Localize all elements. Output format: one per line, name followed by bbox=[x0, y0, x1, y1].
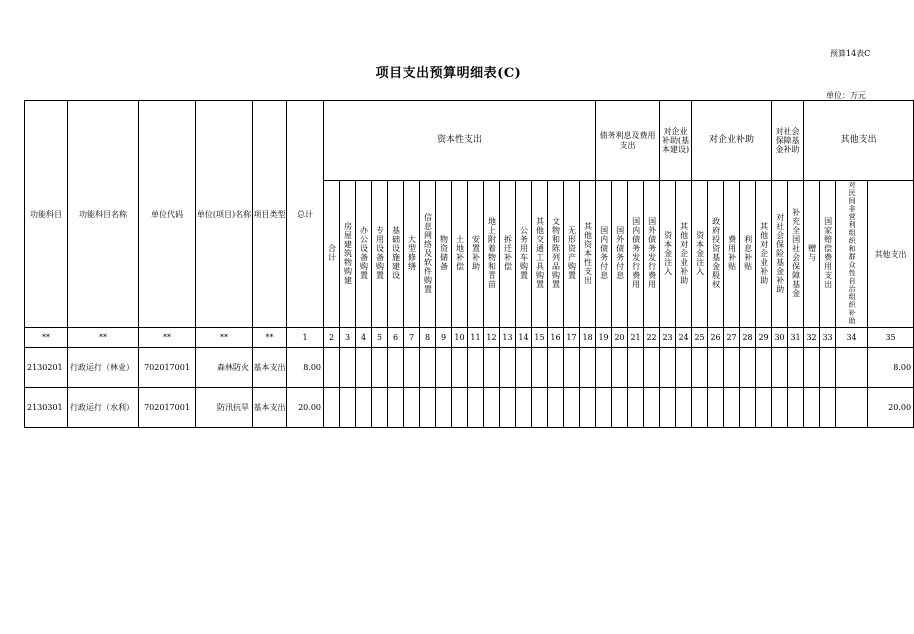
col-capital-total: 合计 bbox=[324, 181, 340, 328]
idx-cell: 17 bbox=[564, 328, 580, 348]
group-debt: 债务利息及费用支出 bbox=[596, 101, 660, 181]
row-project-name: 防汛抗旱 bbox=[196, 388, 253, 428]
group-capital: 资本性支出 bbox=[324, 101, 596, 181]
col-attachments: 地上附着物和青苗 bbox=[484, 181, 500, 328]
idx-cell: 1 bbox=[287, 328, 324, 348]
idx-cell: 5 bbox=[372, 328, 388, 348]
col-material-reserve: 物资储备 bbox=[436, 181, 452, 328]
hdr-project-type: 项目类型 bbox=[253, 101, 287, 328]
idx-cell: 33 bbox=[820, 328, 836, 348]
idx-cell: 35 bbox=[868, 328, 914, 348]
row-func-name: 行政运行（水利） bbox=[68, 388, 139, 428]
col-infrastructure: 基础设施建设 bbox=[388, 181, 404, 328]
form-number: 预算14表C bbox=[830, 49, 871, 58]
row-func-code: 2130301 bbox=[25, 388, 68, 428]
col-building: 房屋建筑物购建 bbox=[340, 181, 356, 328]
idx-cell: 28 bbox=[740, 328, 756, 348]
idx-cell: 2 bbox=[324, 328, 340, 348]
row-project-type: 基本支出 bbox=[253, 348, 287, 388]
budget-table bbox=[24, 100, 914, 428]
idx-cell: ** bbox=[68, 328, 139, 348]
group-enterprise: 对企业补助 bbox=[692, 101, 772, 181]
group-enterprise-basic: 对企业补助(基本建设) bbox=[660, 101, 692, 181]
row-project-name: 森林防火 bbox=[196, 348, 253, 388]
idx-cell: 26 bbox=[708, 328, 724, 348]
col-other-enterprise: 其他对企业补助 bbox=[756, 181, 772, 328]
idx-cell: ** bbox=[253, 328, 287, 348]
idx-cell: 20 bbox=[612, 328, 628, 348]
col-national-social-fund: 补充全国社会保障基金 bbox=[788, 181, 804, 328]
col-gov-fund-equity: 政府投资基金股权 bbox=[708, 181, 724, 328]
idx-cell: 22 bbox=[644, 328, 660, 348]
col-basic-other-subsidy: 其他对企业补助 bbox=[676, 181, 692, 328]
idx-cell: 18 bbox=[580, 328, 596, 348]
idx-cell: 7 bbox=[404, 328, 420, 348]
idx-cell: ** bbox=[25, 328, 68, 348]
idx-cell: 31 bbox=[788, 328, 804, 348]
col-it-software: 信息网络及软件购置 bbox=[420, 181, 436, 328]
col-demolition: 拆迁补偿 bbox=[500, 181, 516, 328]
col-foreign-fee: 国外债务发行费用 bbox=[644, 181, 660, 328]
row-func-code: 2130201 bbox=[25, 348, 68, 388]
idx-cell: 11 bbox=[468, 328, 484, 348]
idx-cell: 15 bbox=[532, 328, 548, 348]
row-other-exp: 20.00 bbox=[868, 388, 914, 428]
idx-cell: 10 bbox=[452, 328, 468, 348]
col-land-comp: 土地补偿 bbox=[452, 181, 468, 328]
col-foreign-interest: 国外债务付息 bbox=[612, 181, 628, 328]
col-office-equip: 办公设备购置 bbox=[356, 181, 372, 328]
row-other-exp: 8.00 bbox=[868, 348, 914, 388]
idx-cell: 13 bbox=[500, 328, 516, 348]
idx-cell: 34 bbox=[836, 328, 868, 348]
idx-cell: 14 bbox=[516, 328, 532, 348]
col-other-exp: 其他支出 bbox=[868, 181, 914, 328]
idx-cell: ** bbox=[196, 328, 253, 348]
col-official-car: 公务用车购置 bbox=[516, 181, 532, 328]
row-func-name: 行政运行（林业） bbox=[68, 348, 139, 388]
col-social-insurance: 对社会保险基金补助 bbox=[772, 181, 788, 328]
col-relics: 文物和陈列品购置 bbox=[548, 181, 564, 328]
idx-cell: 24 bbox=[676, 328, 692, 348]
col-repair: 大型修缮 bbox=[404, 181, 420, 328]
idx-cell: 6 bbox=[388, 328, 404, 348]
idx-cell: 27 bbox=[724, 328, 740, 348]
col-interest-subsidy: 利息补贴 bbox=[740, 181, 756, 328]
col-basic-capital-injection: 资本金注入 bbox=[660, 181, 676, 328]
col-nonprofit-subsidy: 对民间非营利组织和群众性自治组织补助 bbox=[836, 181, 868, 328]
row-total: 8.00 bbox=[287, 348, 324, 388]
idx-cell: 12 bbox=[484, 328, 500, 348]
hdr-func-code: 功能科目 bbox=[25, 101, 68, 328]
idx-cell: 32 bbox=[804, 328, 820, 348]
col-resettle: 安置补助 bbox=[468, 181, 484, 328]
table-row bbox=[25, 348, 914, 388]
page-title: 项目支出预算明细表(C) bbox=[375, 66, 522, 81]
idx-cell: 23 bbox=[660, 328, 676, 348]
col-domestic-interest: 国内债务付息 bbox=[596, 181, 612, 328]
idx-cell: ** bbox=[139, 328, 196, 348]
idx-cell: 3 bbox=[340, 328, 356, 348]
row-unit-code: 702017001 bbox=[139, 388, 196, 428]
col-other-capital: 其他资本性支出 bbox=[580, 181, 596, 328]
col-other-vehicle: 其他交通工具购置 bbox=[532, 181, 548, 328]
idx-cell: 21 bbox=[628, 328, 644, 348]
row-project-type: 基本支出 bbox=[253, 388, 287, 428]
group-social: 对社会保障基金补助 bbox=[772, 101, 804, 181]
idx-cell: 16 bbox=[548, 328, 564, 348]
idx-cell: 30 bbox=[772, 328, 788, 348]
index-row bbox=[25, 328, 914, 348]
col-domestic-fee: 国内债务发行费用 bbox=[628, 181, 644, 328]
col-state-comp: 国家赔偿费用支出 bbox=[820, 181, 836, 328]
idx-cell: 8 bbox=[420, 328, 436, 348]
idx-cell: 25 bbox=[692, 328, 708, 348]
unit-label: 单位：万元 bbox=[826, 91, 866, 100]
col-gift: 赠与 bbox=[804, 181, 820, 328]
hdr-unit-code: 单位代码 bbox=[139, 101, 196, 328]
col-intangible: 无形资产购置 bbox=[564, 181, 580, 328]
group-other: 其他支出 bbox=[804, 101, 914, 181]
col-expense-subsidy: 费用补贴 bbox=[724, 181, 740, 328]
col-capital-injection: 资本金注入 bbox=[692, 181, 708, 328]
hdr-func-name: 功能科目名称 bbox=[68, 101, 139, 328]
row-total: 20.00 bbox=[287, 388, 324, 428]
table-row bbox=[25, 388, 914, 428]
idx-cell: 4 bbox=[356, 328, 372, 348]
hdr-unit-project: 单位(项目)名称 bbox=[196, 101, 253, 328]
hdr-total: 总计 bbox=[287, 101, 324, 328]
idx-cell: 29 bbox=[756, 328, 772, 348]
row-unit-code: 702017001 bbox=[139, 348, 196, 388]
idx-cell: 9 bbox=[436, 328, 452, 348]
idx-cell: 19 bbox=[596, 328, 612, 348]
col-special-equip: 专用设备购置 bbox=[372, 181, 388, 328]
